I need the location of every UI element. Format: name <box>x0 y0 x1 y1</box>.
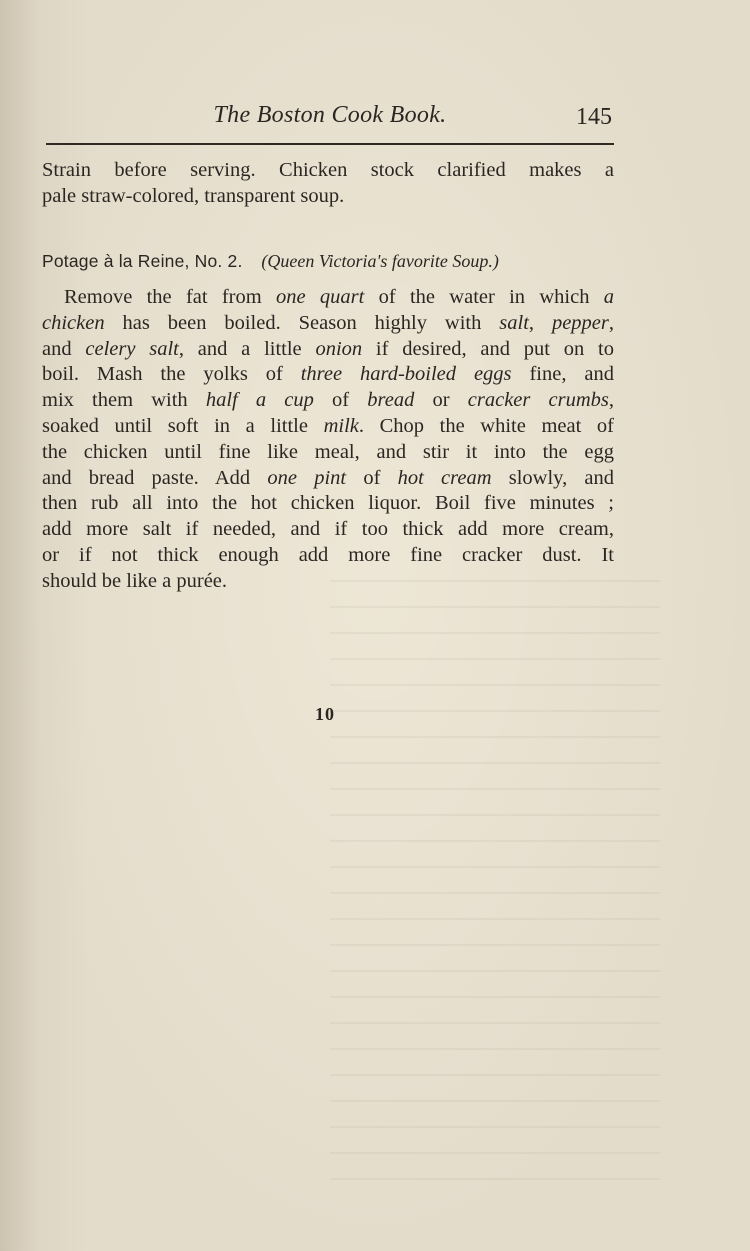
recipe-line <box>42 388 614 414</box>
ingredient-emphasis: half a cup <box>205 389 314 412</box>
ingredient-emphasis: one pint <box>267 466 347 489</box>
recipe-text: slowly, and <box>491 466 615 489</box>
recipe-subtitle: (Queen Victoria's favorite Soup.) <box>261 251 499 271</box>
recipe-text: fine, and <box>511 363 614 386</box>
signature-mark: 10 <box>315 704 335 724</box>
recipe-instructions <box>42 285 614 595</box>
recipe-line <box>42 362 614 388</box>
recipe-text: or if not thick enough add more fine cracker dust. It <box>42 543 614 566</box>
recipe-text: if desired, and put on to <box>362 337 614 360</box>
ingredient-emphasis: cracker crumbs <box>467 389 609 412</box>
ingredient-emphasis: hot cream <box>397 466 492 489</box>
recipe-line <box>42 491 614 517</box>
recipe-text: Remove the fat from <box>64 286 276 308</box>
recipe-text: and bread paste. Add <box>42 466 268 489</box>
recipe-text: has been boiled. Season highly with <box>104 311 500 334</box>
recipe-text: of <box>313 389 368 412</box>
recipe-line <box>42 414 614 440</box>
recipe-line <box>42 311 614 337</box>
recipe-line <box>42 569 614 595</box>
ingredient-emphasis: onion <box>315 337 363 360</box>
recipe-text: , and a little <box>178 337 316 360</box>
ingredient-emphasis: chicken <box>42 311 105 334</box>
recipe-text: of the water in which <box>364 286 604 308</box>
continuation-paragraph <box>42 158 614 210</box>
continuation-line: pale straw-colored, transparent soup. <box>42 184 345 207</box>
recipe-text: then rub all into the hot chicken liquor. Boil five minutes ; <box>42 492 614 515</box>
recipe-line <box>42 337 614 363</box>
recipe-text: the chicken until fine like meal, and stir it into the egg <box>42 440 614 463</box>
ingredient-emphasis: three hard-boiled eggs <box>300 363 512 386</box>
recipe-text: should be like a purée. <box>42 569 228 592</box>
continuation-line: Strain before serving. Chicken stock clarified makes a <box>42 159 614 181</box>
recipe-name: Potage à la Reine, No. 2. <box>42 251 243 271</box>
ingredient-emphasis: salt <box>499 311 529 334</box>
ingredient-emphasis: one quart <box>276 286 365 308</box>
recipe-text: , <box>608 311 615 334</box>
recipe-text: mix them with <box>42 389 206 412</box>
ingredient-emphasis: bread <box>367 389 415 412</box>
recipe-line <box>42 440 614 466</box>
recipe-text: or <box>414 389 468 412</box>
recipe-text: of <box>346 466 398 489</box>
page-number: 145 <box>576 104 612 130</box>
recipe-line <box>42 466 614 492</box>
running-head <box>46 98 614 138</box>
recipe-text: , <box>608 389 615 412</box>
ingredient-emphasis: a <box>603 286 614 308</box>
recipe-line <box>42 285 614 311</box>
recipe-text: boil. Mash the yolks of <box>42 363 301 386</box>
show-through-shadow <box>330 580 660 1200</box>
recipe-text: , <box>528 311 552 334</box>
recipe-heading <box>42 248 614 275</box>
ingredient-emphasis: pepper <box>551 311 609 334</box>
ingredient-emphasis: celery salt <box>85 337 179 360</box>
recipe-text: add more salt if needed, and if too thick add more cream, <box>42 518 614 541</box>
recipe-text: soaked until soft in a little <box>42 414 324 437</box>
recipe-text: and <box>42 337 86 360</box>
ingredient-emphasis: milk <box>323 414 359 437</box>
recipe-text: . Chop the white meat of <box>358 414 614 437</box>
recipe-line <box>42 543 614 569</box>
book-title: The Boston Cook Book. <box>213 102 447 128</box>
recipe-line <box>42 517 614 543</box>
header-rule <box>46 143 614 145</box>
